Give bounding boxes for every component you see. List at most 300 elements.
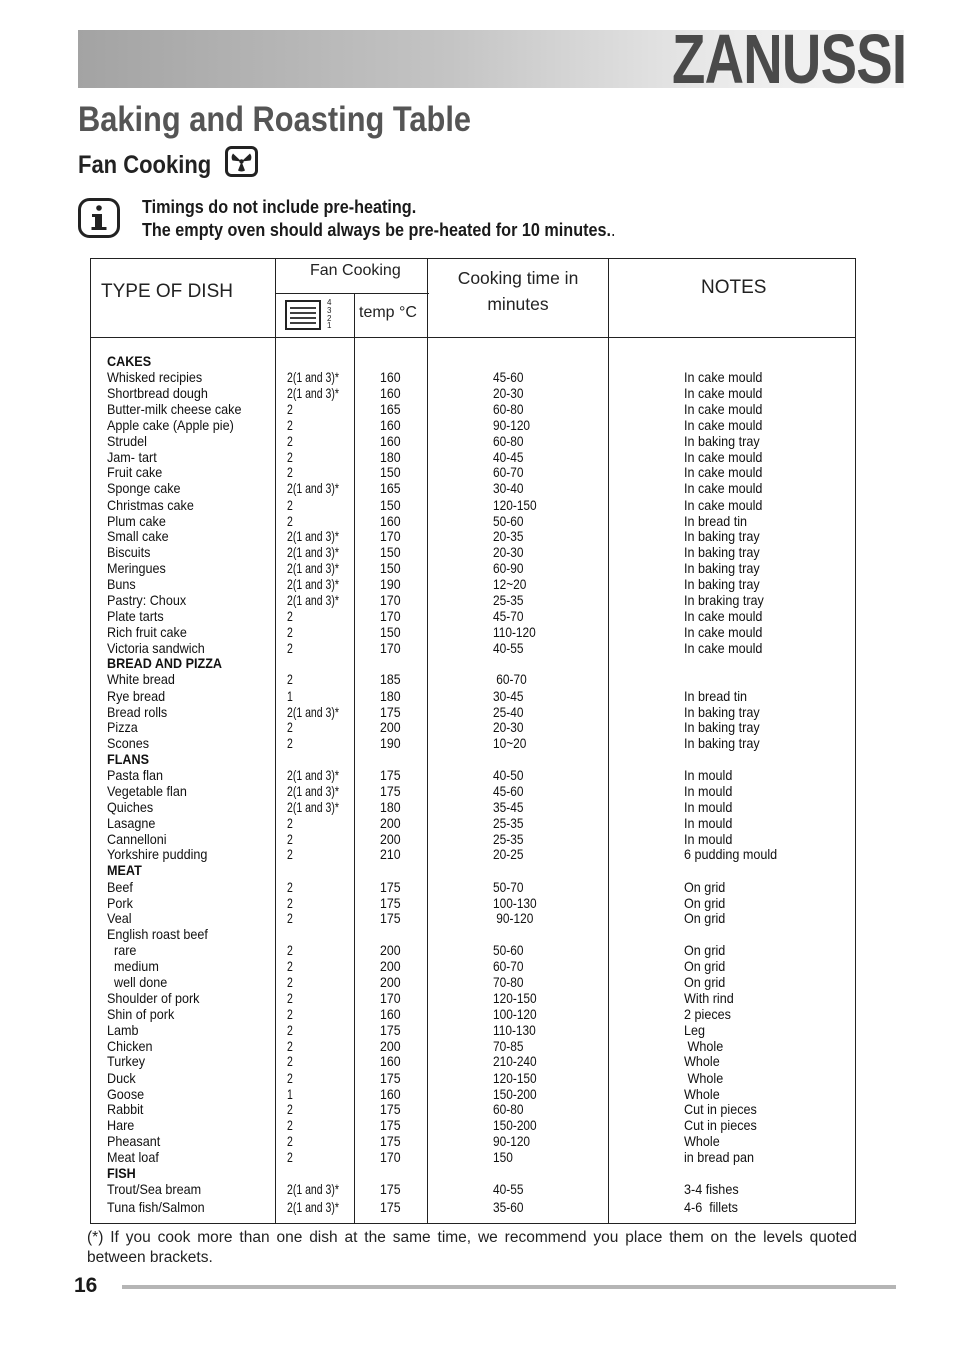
dish-name: White bread bbox=[107, 671, 175, 687]
shelf-level: 2(1 and 3)* bbox=[287, 783, 339, 799]
brand-logo: ZANUSSI bbox=[671, 20, 906, 98]
shelf-level: 2 bbox=[287, 879, 293, 895]
cooking-time: 150 bbox=[493, 1149, 513, 1165]
shelf-level: 2 bbox=[287, 464, 293, 480]
notes: In mould bbox=[684, 831, 733, 847]
temperature: 190 bbox=[380, 735, 401, 751]
table-row bbox=[91, 719, 855, 735]
shelf-level: 2(1 and 3)* bbox=[287, 1199, 339, 1215]
table-row bbox=[91, 1022, 855, 1038]
table-row bbox=[91, 401, 855, 417]
cooking-time: 120-150 bbox=[493, 990, 537, 1006]
dish-name: Pasta flan bbox=[107, 767, 164, 783]
table-row bbox=[91, 831, 855, 847]
notes: On grid bbox=[684, 879, 726, 895]
notes: In cake mould bbox=[684, 401, 763, 417]
shelf-level: 2(1 and 3)* bbox=[287, 1181, 339, 1197]
shelf-level: 2(1 and 3)* bbox=[287, 704, 339, 720]
temperature: 200 bbox=[380, 942, 401, 958]
table-row bbox=[91, 417, 855, 433]
header-notes: NOTES bbox=[701, 277, 767, 298]
category-label: CAKES bbox=[107, 353, 152, 369]
temperature: 170 bbox=[380, 592, 401, 608]
dish-name: Bread rolls bbox=[107, 704, 168, 720]
shelf-level: 2 bbox=[287, 895, 293, 911]
cooking-time: 12~20 bbox=[493, 576, 527, 592]
cooking-time: 20-35 bbox=[493, 528, 524, 544]
table-row bbox=[91, 1086, 855, 1102]
dish-name: Pork bbox=[107, 895, 133, 911]
table-row bbox=[91, 1199, 855, 1215]
shelf-level: 2(1 and 3)* bbox=[287, 528, 339, 544]
dish-name: Rye bread bbox=[107, 688, 166, 704]
cooking-time: 30-40 bbox=[493, 480, 524, 496]
shelf-level: 2 bbox=[287, 1101, 293, 1117]
temperature: 170 bbox=[380, 990, 401, 1006]
temperature: 180 bbox=[380, 449, 401, 465]
cooking-time: 25-35 bbox=[493, 831, 524, 847]
temperature: 175 bbox=[380, 910, 401, 926]
temperature: 175 bbox=[380, 879, 401, 895]
shelf-level: 2 bbox=[287, 497, 293, 513]
notes: On grid bbox=[684, 942, 726, 958]
shelf-level: 2 bbox=[287, 1133, 293, 1149]
category-label: MEAT bbox=[107, 862, 142, 878]
temperature: 160 bbox=[380, 417, 401, 433]
dish-name: Hare bbox=[107, 1117, 135, 1133]
table-row bbox=[91, 1006, 855, 1022]
dish-name: Lamb bbox=[107, 1022, 139, 1038]
shelf-level: 2(1 and 3)* bbox=[287, 369, 339, 385]
dish-name: well done bbox=[107, 974, 168, 990]
shelf-level: 2 bbox=[287, 1149, 293, 1165]
category-row bbox=[91, 862, 855, 878]
temperature: 160 bbox=[380, 385, 401, 401]
cooking-time: 100-120 bbox=[493, 1006, 537, 1022]
dish-name: English roast beef bbox=[107, 926, 208, 942]
table-row bbox=[91, 513, 855, 529]
shelf-level: 2 bbox=[287, 1022, 293, 1038]
table-row bbox=[91, 528, 855, 544]
table-row bbox=[91, 974, 855, 990]
dish-name: Fruit cake bbox=[107, 464, 163, 480]
cooking-time: 40-45 bbox=[493, 449, 524, 465]
category-row bbox=[91, 353, 855, 369]
temperature: 165 bbox=[380, 480, 401, 496]
table-row bbox=[91, 544, 855, 560]
table-row bbox=[91, 926, 855, 942]
info-note bbox=[142, 196, 616, 242]
notes: In cake mould bbox=[684, 624, 763, 640]
info-line-2 bbox=[142, 219, 616, 242]
info-line-2-text: The empty oven should always be pre-heated for 10 minutes. bbox=[142, 220, 612, 240]
notes: In cake mould bbox=[684, 369, 763, 385]
shelf-level: 2(1 and 3)* bbox=[287, 767, 339, 783]
dish-name: rare bbox=[107, 942, 137, 958]
header-cooking-time bbox=[428, 265, 608, 317]
category-row bbox=[91, 1165, 855, 1181]
cooking-time: 20-30 bbox=[493, 385, 524, 401]
temperature: 170 bbox=[380, 528, 401, 544]
temperature: 190 bbox=[380, 576, 401, 592]
cooking-time: 30-45 bbox=[493, 688, 524, 704]
header-cooking-time-line2: minutes bbox=[487, 294, 549, 314]
temperature: 150 bbox=[380, 560, 401, 576]
notes: In baking tray bbox=[684, 576, 760, 592]
notes: Whole bbox=[684, 1133, 720, 1149]
shelf-level: 2 bbox=[287, 640, 293, 656]
dish-name: Tuna fish/Salmon bbox=[107, 1199, 205, 1215]
temperature: 200 bbox=[380, 958, 401, 974]
cooking-time: 45-60 bbox=[493, 369, 524, 385]
oven-shelf-levels-icon bbox=[285, 298, 332, 335]
shelf-level: 2(1 and 3)* bbox=[287, 480, 339, 496]
cooking-time: 45-70 bbox=[493, 608, 524, 624]
cooking-time: 50-70 bbox=[493, 879, 524, 895]
table-row bbox=[91, 497, 855, 513]
temperature: 175 bbox=[380, 1181, 401, 1197]
dish-name: Shin of pork bbox=[107, 1006, 175, 1022]
notes: In braking tray bbox=[684, 592, 764, 608]
notes: Cut in pieces bbox=[684, 1101, 757, 1117]
dish-name: Meringues bbox=[107, 560, 166, 576]
temperature: 150 bbox=[380, 464, 401, 480]
footer-rule bbox=[122, 1285, 896, 1289]
dish-name: Buns bbox=[107, 576, 136, 592]
cooking-time: 210-240 bbox=[493, 1053, 537, 1069]
cooking-time: 60-70 bbox=[493, 958, 524, 974]
dish-name: Victoria sandwich bbox=[107, 640, 205, 656]
temperature: 175 bbox=[380, 1117, 401, 1133]
dish-name: Whisked recipies bbox=[107, 369, 203, 385]
dish-name: medium bbox=[107, 958, 159, 974]
dish-name: Butter-milk cheese cake bbox=[107, 401, 242, 417]
shelf-level: 2 bbox=[287, 719, 293, 735]
dish-name: Small cake bbox=[107, 528, 169, 544]
cooking-time: 100-130 bbox=[493, 895, 537, 911]
table-row bbox=[91, 1053, 855, 1069]
cooking-time: 150-200 bbox=[493, 1086, 537, 1102]
temperature: 200 bbox=[380, 815, 401, 831]
table-row bbox=[91, 464, 855, 480]
table-row bbox=[91, 560, 855, 576]
temperature: 185 bbox=[380, 671, 401, 687]
header-cooking-time-line1: Cooking time in bbox=[457, 268, 579, 288]
shelf-level: 2 bbox=[287, 417, 293, 433]
info-line-1: Timings do not include pre-heating. bbox=[142, 197, 417, 217]
cooking-time: 50-60 bbox=[493, 513, 524, 529]
page-number: 16 bbox=[74, 1274, 98, 1297]
header-divider bbox=[91, 337, 855, 338]
temperature: 200 bbox=[380, 1038, 401, 1054]
shelf-level: 2 bbox=[287, 1053, 293, 1069]
cooking-time: 60-90 bbox=[493, 560, 524, 576]
cooking-time: 90-120 bbox=[493, 1133, 531, 1149]
cooking-time: 25-40 bbox=[493, 704, 524, 720]
shelf-level: 2 bbox=[287, 958, 293, 974]
shelf-level: 2(1 and 3)* bbox=[287, 799, 339, 815]
header-subdivider bbox=[275, 293, 429, 294]
temperature: 150 bbox=[380, 497, 401, 513]
shelf-level: 2 bbox=[287, 1070, 293, 1086]
notes: In baking tray bbox=[684, 528, 760, 544]
dish-name: Vegetable flan bbox=[107, 783, 187, 799]
dish-name: Scones bbox=[107, 735, 150, 751]
table-row bbox=[91, 735, 855, 751]
shelf-level: 2 bbox=[287, 449, 293, 465]
shelf-level: 2 bbox=[287, 513, 293, 529]
notes: In baking tray bbox=[684, 704, 760, 720]
notes: On grid bbox=[684, 958, 726, 974]
cooking-time: 40-55 bbox=[493, 1181, 524, 1197]
notes: In cake mould bbox=[684, 480, 763, 496]
notes: In bread tin bbox=[684, 688, 748, 704]
notes: In cake mould bbox=[684, 608, 763, 624]
shelf-level: 1 bbox=[287, 688, 293, 704]
notes: 4-6 fillets bbox=[684, 1199, 738, 1215]
table-row bbox=[91, 846, 855, 862]
dish-name: Chicken bbox=[107, 1038, 153, 1054]
temperature: 170 bbox=[380, 608, 401, 624]
table-row bbox=[91, 1117, 855, 1133]
shelf-level: 2 bbox=[287, 401, 293, 417]
shelf-level: 2(1 and 3)* bbox=[287, 592, 339, 608]
dish-name: Strudel bbox=[107, 433, 147, 449]
temperature: 210 bbox=[380, 846, 401, 862]
shelf-level-4: 4 bbox=[327, 298, 332, 307]
notes: In cake mould bbox=[684, 464, 763, 480]
table-row bbox=[91, 704, 855, 720]
dish-name: Christmas cake bbox=[107, 497, 194, 513]
notes: On grid bbox=[684, 895, 726, 911]
shelf-level: 2 bbox=[287, 608, 293, 624]
header-type-of-dish: TYPE OF DISH bbox=[101, 281, 233, 302]
temperature: 170 bbox=[380, 1149, 401, 1165]
shelf-level: 2 bbox=[287, 942, 293, 958]
notes: In baking tray bbox=[684, 735, 760, 751]
shelf-level: 2 bbox=[287, 846, 293, 862]
notes: In cake mould bbox=[684, 497, 763, 513]
temperature: 160 bbox=[380, 1053, 401, 1069]
dish-name: Beef bbox=[107, 879, 133, 895]
shelf-level: 2 bbox=[287, 815, 293, 831]
dish-name: Pheasant bbox=[107, 1133, 161, 1149]
shelf-level: 2 bbox=[287, 671, 293, 687]
cooking-time: 25-35 bbox=[493, 815, 524, 831]
dish-name: Jam- tart bbox=[107, 449, 157, 465]
temperature: 170 bbox=[380, 640, 401, 656]
shelf-level-2: 2 bbox=[327, 313, 332, 323]
shelf-level-1: 1 bbox=[327, 321, 332, 331]
table-row bbox=[91, 815, 855, 831]
dish-name: Shortbread dough bbox=[107, 385, 208, 401]
temperature: 175 bbox=[380, 1199, 401, 1215]
shelf-level: 1 bbox=[287, 1086, 293, 1102]
table-row bbox=[91, 942, 855, 958]
temperature: 200 bbox=[380, 831, 401, 847]
info-line-2-punct: . bbox=[611, 220, 616, 240]
shelf-level: 2 bbox=[287, 974, 293, 990]
notes: On grid bbox=[684, 910, 726, 926]
header-temp: temp °C bbox=[359, 304, 417, 321]
cooking-time: 25-35 bbox=[493, 592, 524, 608]
cooking-time: 60-80 bbox=[493, 401, 524, 417]
dish-name: Biscuits bbox=[107, 544, 151, 560]
dish-name: Rabbit bbox=[107, 1101, 144, 1117]
shelf-level: 2 bbox=[287, 433, 293, 449]
table-row bbox=[91, 671, 855, 687]
shelf-level: 2 bbox=[287, 1038, 293, 1054]
footnote: (*) If you cook more than one dish at the same time, we recommend you place them on the levels quoted between brackets. bbox=[87, 1229, 857, 1266]
table-row bbox=[91, 799, 855, 815]
temperature: 160 bbox=[380, 433, 401, 449]
table-row bbox=[91, 990, 855, 1006]
cooking-time: 20-30 bbox=[493, 544, 524, 560]
dish-name: Plate tarts bbox=[107, 608, 164, 624]
cooking-time: 60-70 bbox=[493, 464, 524, 480]
cooking-time: 45-60 bbox=[493, 783, 524, 799]
notes: Whole bbox=[684, 1038, 724, 1054]
temperature: 165 bbox=[380, 401, 401, 417]
shelf-level: 2(1 and 3)* bbox=[287, 544, 339, 560]
temperature: 200 bbox=[380, 719, 401, 735]
table-row bbox=[91, 480, 855, 496]
temperature: 175 bbox=[380, 783, 401, 799]
table-row bbox=[91, 879, 855, 895]
table-row bbox=[91, 895, 855, 911]
notes: 2 pieces bbox=[684, 1006, 731, 1022]
dish-name: Pizza bbox=[107, 719, 138, 735]
cooking-time: 150-200 bbox=[493, 1117, 537, 1133]
notes: In baking tray bbox=[684, 433, 760, 449]
temperature: 175 bbox=[380, 704, 401, 720]
shelf-level-numbers bbox=[327, 299, 331, 330]
cooking-time: 20-30 bbox=[493, 719, 524, 735]
shelf-level-3: 3 bbox=[327, 305, 332, 315]
shelf-level: 2(1 and 3)* bbox=[287, 576, 339, 592]
cooking-time: 70-85 bbox=[493, 1038, 524, 1054]
temperature: 150 bbox=[380, 624, 401, 640]
table-row bbox=[91, 1070, 855, 1086]
table-row bbox=[91, 608, 855, 624]
notes: In mould bbox=[684, 767, 733, 783]
category-row bbox=[91, 655, 855, 671]
notes: In mould bbox=[684, 815, 733, 831]
cooking-time: 50-60 bbox=[493, 942, 524, 958]
table-row bbox=[91, 640, 855, 656]
temperature: 180 bbox=[380, 799, 401, 815]
temperature: 160 bbox=[380, 1086, 401, 1102]
cooking-time: 60-70 bbox=[493, 671, 527, 687]
header-fan-cooking: Fan Cooking bbox=[310, 262, 401, 279]
cooking-time: 120-150 bbox=[493, 497, 537, 513]
temperature: 180 bbox=[380, 688, 401, 704]
category-label: BREAD AND PIZZA bbox=[107, 655, 223, 671]
temperature: 175 bbox=[380, 1133, 401, 1149]
dish-name: Pastry: Choux bbox=[107, 592, 187, 608]
shelf-level: 2 bbox=[287, 1117, 293, 1133]
cooking-time: 70-80 bbox=[493, 974, 524, 990]
notes: In cake mould bbox=[684, 417, 763, 433]
temperature: 160 bbox=[380, 513, 401, 529]
table-row bbox=[91, 385, 855, 401]
table-row bbox=[91, 433, 855, 449]
table-row bbox=[91, 1133, 855, 1149]
shelf-level: 2 bbox=[287, 735, 293, 751]
notes: In mould bbox=[684, 783, 733, 799]
notes: With rind bbox=[684, 990, 734, 1006]
temperature: 160 bbox=[380, 1006, 401, 1022]
shelf-level: 2 bbox=[287, 624, 293, 640]
category-row bbox=[91, 751, 855, 767]
notes: In baking tray bbox=[684, 560, 760, 576]
notes: In baking tray bbox=[684, 719, 760, 735]
cooking-time: 90-120 bbox=[493, 910, 534, 926]
dish-name: Goose bbox=[107, 1086, 145, 1102]
dish-name: Plum cake bbox=[107, 513, 166, 529]
table-row bbox=[91, 1101, 855, 1117]
dish-name: Duck bbox=[107, 1070, 136, 1086]
notes: 6 pudding mould bbox=[684, 846, 778, 862]
notes: In bread tin bbox=[684, 513, 748, 529]
section-title-text: Fan Cooking bbox=[78, 150, 212, 179]
temperature: 150 bbox=[380, 544, 401, 560]
table-row bbox=[91, 1038, 855, 1054]
table-row bbox=[91, 576, 855, 592]
cooking-time: 60-80 bbox=[493, 1101, 524, 1117]
cooking-time: 40-55 bbox=[493, 640, 524, 656]
temperature: 175 bbox=[380, 895, 401, 911]
info-icon bbox=[78, 198, 120, 243]
notes: 3-4 fishes bbox=[684, 1181, 739, 1197]
cooking-time: 10~20 bbox=[493, 735, 527, 751]
cooking-time: 110-130 bbox=[493, 1022, 536, 1038]
dish-name: Cannelloni bbox=[107, 831, 167, 847]
temperature: 175 bbox=[380, 1101, 401, 1117]
table-row bbox=[91, 1149, 855, 1165]
table-row bbox=[91, 592, 855, 608]
notes: Whole bbox=[684, 1053, 720, 1069]
dish-name: Apple cake (Apple pie) bbox=[107, 417, 234, 433]
notes: Leg bbox=[684, 1022, 706, 1038]
shelf-level: 2(1 and 3)* bbox=[287, 385, 339, 401]
notes: Cut in pieces bbox=[684, 1117, 757, 1133]
dish-name: Lasagne bbox=[107, 815, 156, 831]
notes: In cake mould bbox=[684, 449, 763, 465]
cooking-time: 35-45 bbox=[493, 799, 524, 815]
table-row bbox=[91, 1181, 855, 1197]
fan-oven-icon bbox=[225, 146, 258, 184]
notes: In mould bbox=[684, 799, 733, 815]
category-label: FLANS bbox=[107, 751, 150, 767]
dish-name: Meat loaf bbox=[107, 1149, 159, 1165]
notes: On grid bbox=[684, 974, 726, 990]
cooking-time: 35-60 bbox=[493, 1199, 524, 1215]
dish-name: Sponge cake bbox=[107, 480, 181, 496]
cooking-time: 110-120 bbox=[493, 624, 536, 640]
temperature: 175 bbox=[380, 767, 401, 783]
shelf-level: 2 bbox=[287, 1006, 293, 1022]
dish-name: Rich fruit cake bbox=[107, 624, 187, 640]
dish-name: Yorkshire pudding bbox=[107, 846, 208, 862]
page-title: Baking and Roasting Table bbox=[78, 100, 472, 139]
table-row bbox=[91, 449, 855, 465]
notes: In baking tray bbox=[684, 544, 760, 560]
cooking-time: 20-25 bbox=[493, 846, 524, 862]
shelf-level: 2 bbox=[287, 990, 293, 1006]
section-title bbox=[78, 146, 258, 184]
temperature: 175 bbox=[380, 1022, 401, 1038]
